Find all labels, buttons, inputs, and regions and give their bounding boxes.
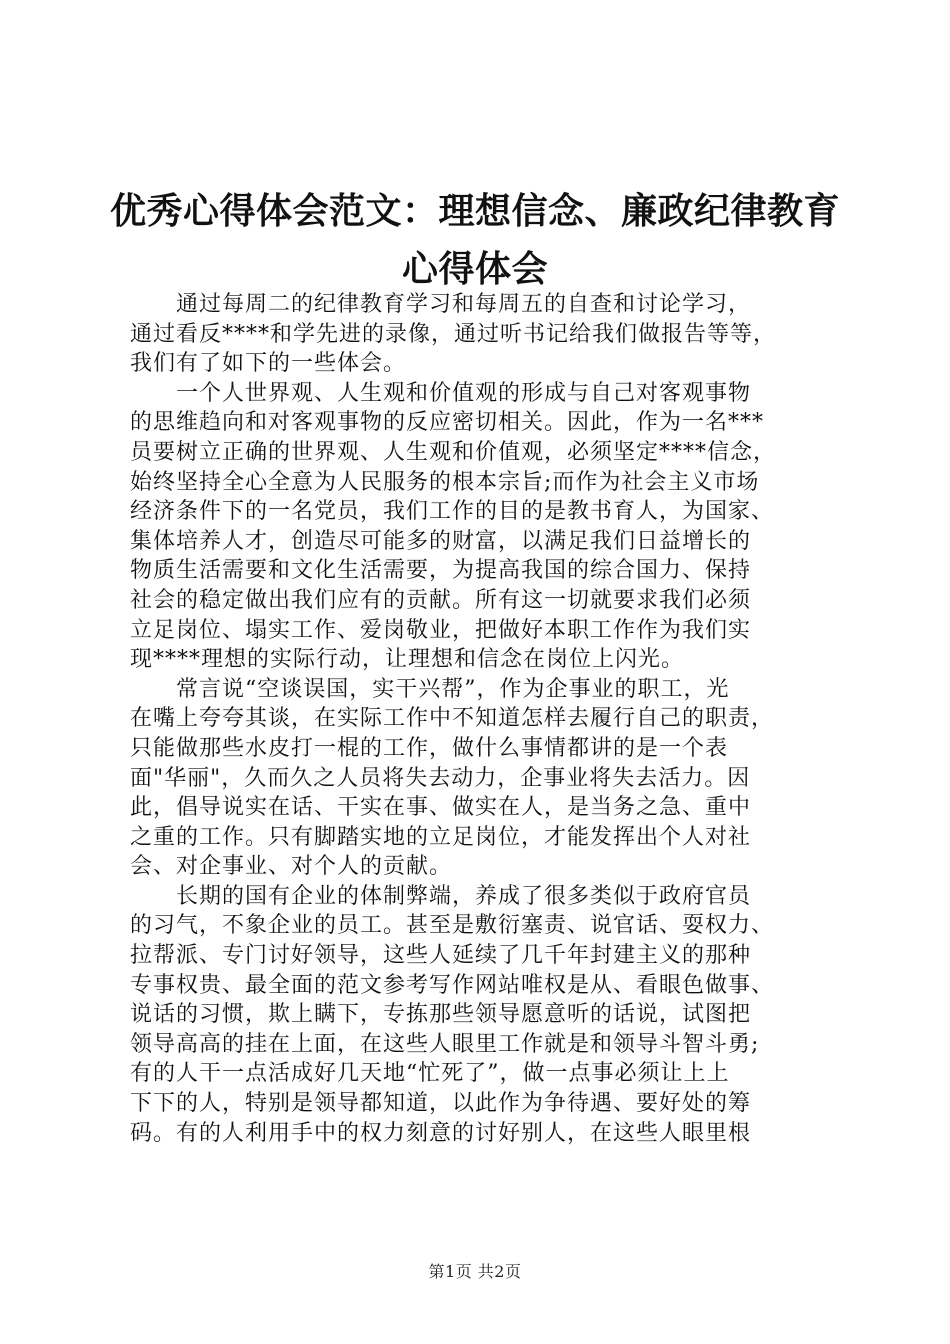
text-line: 通过看反****和学先进的录像，通过听书记给我们做报告等等， <box>130 321 777 347</box>
text-line: 此，倡导说实在话、干实在事、做实在人，是当务之急、重中 <box>130 795 752 821</box>
text-line: 在嘴上夸夸其谈，在实际工作中不知道怎样去履行自己的职责， <box>130 706 775 732</box>
page-footer: 第1页 共2页 <box>428 1262 522 1281</box>
paragraph <box>130 882 834 1148</box>
text-line: 社会的稳定做出我们应有的贡献。所有这一切就要求我们必须 <box>130 587 752 613</box>
paragraph <box>130 290 834 379</box>
text-line: 常言说“空谈误国，实干兴帮”，作为企事业的职工，光 <box>130 676 730 702</box>
text-line: 拉帮派、专门讨好领导，这些人延续了几千年封建主义的那种 <box>130 943 752 969</box>
text-line: 专事权贵、最全面的范文参考写作网站唯权是从、看眼色做事、 <box>130 972 775 998</box>
text-line: 一个人世界观、人生观和价值观的形成与自己对客观事物 <box>130 380 752 406</box>
text-line: 我们有了如下的一些体会。 <box>130 351 407 377</box>
text-line: 下下的人，特别是领导都知道，以此作为争待遇、要好处的筹 <box>130 1091 752 1117</box>
text-line: 之重的工作。只有脚踏实地的立足岗位，才能发挥出个人对社 <box>130 824 752 850</box>
document-title <box>100 182 850 298</box>
paragraph <box>130 379 834 675</box>
text-line: 始终坚持全心全意为人民服务的根本宗旨;而作为社会主义市场 <box>130 469 760 495</box>
text-line: 现****理想的实际行动，让理想和信念在岗位上闪光。 <box>130 647 685 673</box>
text-line: 立足岗位、塌实工作、爱岗敬业，把做好本职工作作为我们实 <box>130 617 752 643</box>
document-body <box>130 290 834 1148</box>
text-line: 的思维趋向和对客观事物的反应密切相关。因此，作为一名*** <box>130 410 765 436</box>
text-line: 领导高高的挂在上面，在这些人眼里工作就是和领导斗智斗勇; <box>130 1031 760 1057</box>
text-line: 物质生活需要和文化生活需要，为提高我国的综合国力、保持 <box>130 558 752 584</box>
text-line: 说话的习惯，欺上瞒下，专拣那些领导愿意听的话说，试图把 <box>130 1002 752 1028</box>
text-line: 有的人干一点活成好几天地“忙死了”，做一点事必须让上上 <box>130 1061 730 1087</box>
text-line: 只能做那些水皮打一棍的工作，做什么事情都讲的是一个表 <box>130 735 729 761</box>
text-line: 员要树立正确的世界观、人生观和价值观，必须坚定****信念， <box>130 439 777 465</box>
title-line: 心得体会 <box>401 248 548 290</box>
text-line: 码。有的人利用手中的权力刻意的讨好别人，在这些人眼里根 <box>130 1120 752 1146</box>
text-line: 长期的国有企业的体制弊端，养成了很多类似于政府官员 <box>130 883 752 909</box>
text-line: 通过每周二的纪律教育学习和每周五的自查和讨论学习， <box>130 292 752 317</box>
title-line: 优秀心得体会范文：理想信念、廉政纪律教育 <box>109 190 840 232</box>
text-line: 的习气，不象企业的员工。甚至是敷衍塞责、说官话、耍权力、 <box>130 913 775 939</box>
text-line: 会、对企事业、对个人的贡献。 <box>130 854 453 880</box>
text-line: 集体培养人才，创造尽可能多的财富，以满足我们日益增长的 <box>130 528 752 554</box>
paragraph <box>130 675 834 882</box>
text-line: 经济条件下的一名党员，我们工作的目的是教书育人，为国家、 <box>130 499 775 525</box>
text-line: 面"华丽"，久而久之人员将失去动力，企事业将失去活力。因 <box>130 765 751 791</box>
